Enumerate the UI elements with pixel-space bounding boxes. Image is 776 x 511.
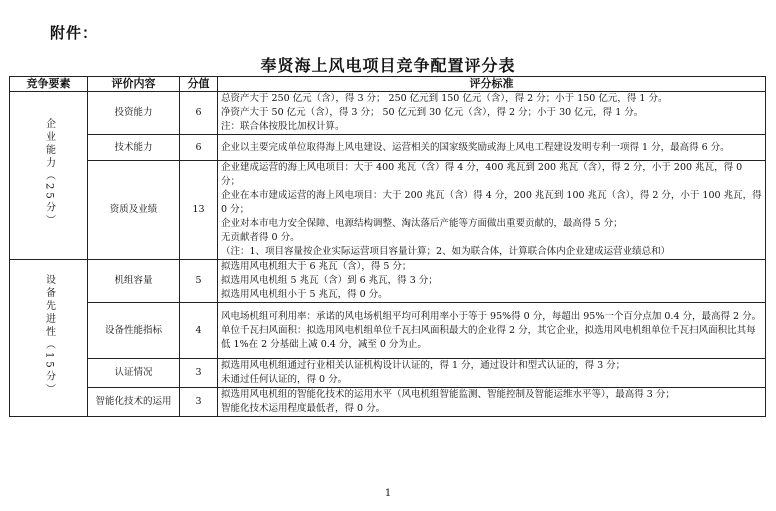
criteria-line: （注：1、项目容量按企业实际运营项目容量计算；2、如为联合体，计算联合体内企业建成运营业绩总和） (221, 246, 671, 257)
criteria-cell (218, 260, 766, 303)
criteria-line: 总资产大于 250 亿元（含），得 3 分； 250 亿元到 150 亿元（含），得 2 分；小于 150 亿元，得 1 分。 (221, 93, 668, 104)
criteria-line: 企业在本市建成运营的海上风电项目：大于 200 兆瓦（含）得 4 分，200 兆瓦到 100 兆瓦（含），得 2 分，小于 100 兆瓦，得 0 分； (221, 190, 762, 215)
header-content: 评价内容 (88, 77, 180, 92)
table-row (10, 388, 766, 417)
evaluation-item: 机组容量 (88, 260, 180, 303)
scoring-table (9, 76, 766, 417)
document-title: 奉贤海上风电项目竞争配置评分表 (260, 56, 516, 75)
header-criteria: 评分标准 (218, 77, 766, 92)
evaluation-item: 智能化技术的运用 (88, 388, 180, 417)
category-label: 企业能力（25分） (43, 118, 55, 228)
table-row (10, 161, 766, 260)
category-cell (10, 260, 88, 417)
criteria-line: 注：联合体按股比加权计算。 (221, 121, 345, 132)
score-value: 13 (180, 161, 218, 260)
score-value: 6 (180, 92, 218, 135)
table-header-row (10, 77, 766, 92)
criteria-line: 企业以主要完成单位取得海上风电建设、运营相关的国家级奖励或海上风电工程建设发明专利一项得 1 分，最高得 6 分。 (221, 141, 730, 153)
criteria-cell (218, 161, 766, 260)
criteria-cell (218, 388, 766, 417)
page-number: 1 (384, 488, 392, 499)
criteria-line: 拟选用风电机组大于 6 兆瓦（含），得 5 分； (221, 261, 412, 272)
evaluation-item: 技术能力 (88, 135, 180, 161)
criteria-line: 净资产大于 50 亿元（含），得 3 分； 50 亿元到 30 亿元（含），得 2 分；小于 30 亿元，得 1 分。 (221, 107, 644, 118)
category-cell (10, 92, 88, 260)
attachment-label: 附件： (50, 24, 99, 42)
header-score: 分值 (180, 77, 218, 92)
criteria-line: 企业建成运营的海上风电项目：大于 400 兆瓦（含）得 4 分，400 兆瓦到 200 兆瓦（含），得 2 分，小于 200 兆瓦，得 0 分； (221, 162, 743, 187)
criteria-line: 拟选用风电机组小于 5 兆瓦，得 0 分。 (221, 289, 388, 300)
criteria-line: 风电场机组可利用率：承诺的风电场机组平均可利用率小于等于 95%得 0 分，每超出 95%一个百分点加 0.4 分，最高得 2 分。 (221, 310, 762, 322)
criteria-line: 单位千瓦扫风面积：拟选用风电机组单位千瓦扫风面积最大的企业得 2 分，其它企业，拟选用风电机组单位千瓦扫风面积比其每低 1%在 2 分基础上减 0.4 分，减至 0 分为止。 (221, 324, 756, 350)
criteria-line: 未通过任何认证的，得 0 分。 (221, 374, 348, 385)
criteria-cell (218, 359, 766, 388)
score-value: 4 (180, 303, 218, 359)
table-row (10, 359, 766, 388)
evaluation-item: 认证情况 (88, 359, 180, 388)
criteria-line: 拟选用风电机组 5 兆瓦（含）到 6 兆瓦，得 3 分； (221, 275, 438, 286)
evaluation-item: 设备性能指标 (88, 303, 180, 359)
criteria-line: 拟选用风电机组通过行业相关认证机构设计认证的，得 1 分，通过设计和型式认证的，得 3 分； (221, 360, 626, 371)
table-row (10, 135, 766, 161)
table-row (10, 92, 766, 135)
criteria-line: 智能化技术运用程度最低者，得 0 分。 (221, 403, 386, 414)
category-label: 设备先进性（15分） (43, 274, 55, 397)
header-factor: 竞争要素 (10, 77, 88, 92)
criteria-cell (218, 92, 766, 135)
score-value: 3 (180, 359, 218, 388)
criteria-line: 无贡献者得 0 分。 (221, 232, 300, 243)
table-row (10, 260, 766, 303)
score-value: 6 (180, 135, 218, 161)
criteria-cell (218, 303, 766, 359)
criteria-line: 拟选用风电机组的智能化技术的运用水平（风电机组智能监测、智能控制及智能运维水平等），最高得 3 分； (221, 389, 675, 400)
evaluation-item: 投资能力 (88, 92, 180, 135)
score-value: 3 (180, 388, 218, 417)
score-value: 5 (180, 260, 218, 303)
criteria-line: 企业对本市电力安全保障、电源结构调整、淘汰落后产能等方面做出重要贡献的，最高得 5 分； (221, 218, 623, 229)
evaluation-item: 资质及业绩 (88, 161, 180, 260)
criteria-cell (218, 135, 766, 161)
table-row (10, 303, 766, 359)
